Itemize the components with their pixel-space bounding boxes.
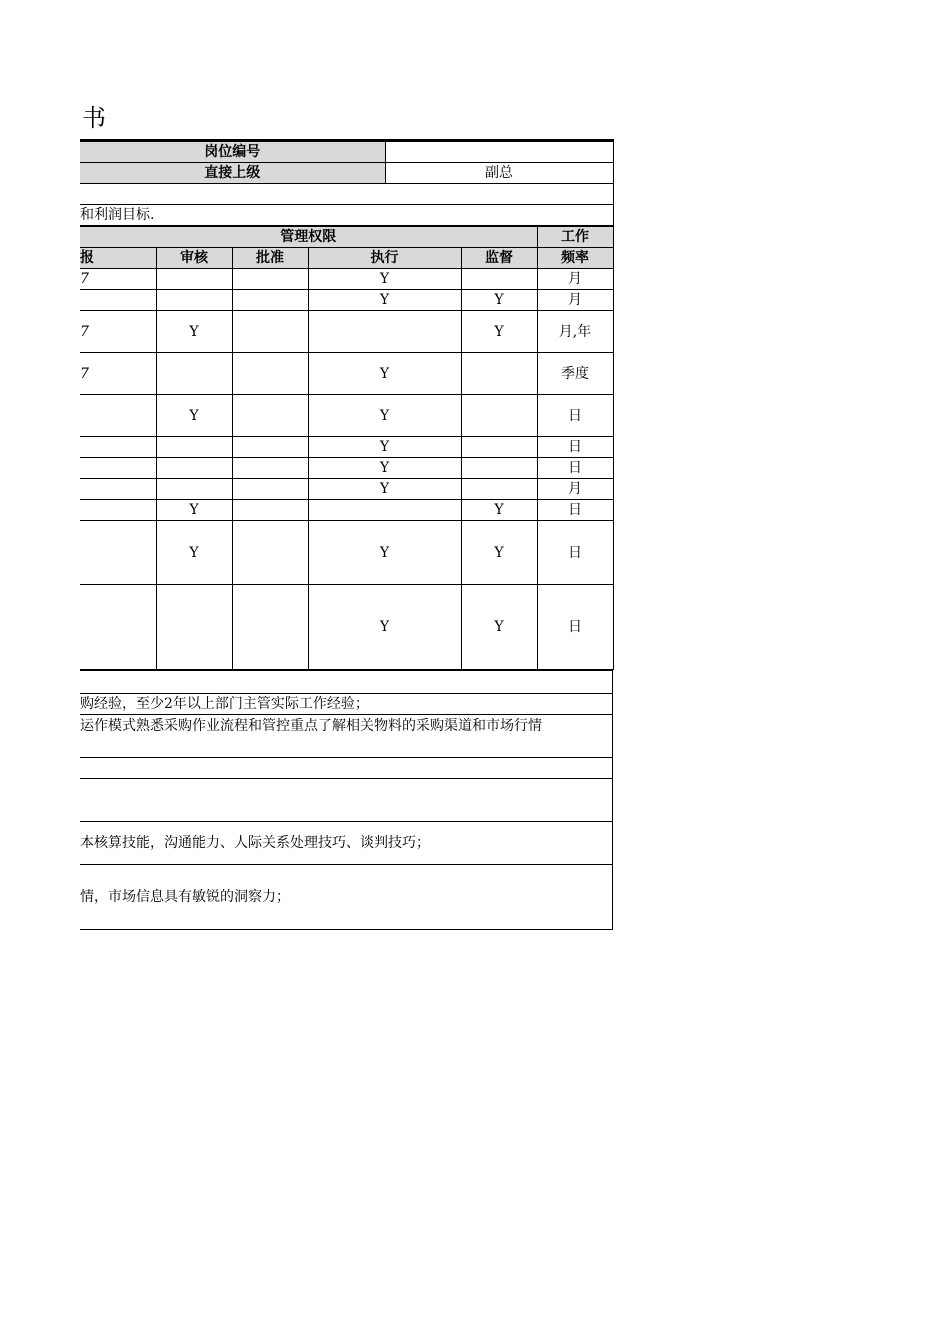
authority-cell-review [156, 585, 232, 670]
authority-cell-execute [308, 311, 461, 353]
authority-cell-review [156, 479, 232, 500]
authority-cell-execute: Y [308, 437, 461, 458]
authority-cell-approve [232, 585, 308, 670]
blank-row-3 [80, 779, 613, 822]
authority-row [80, 290, 613, 311]
authority-cell-approve [232, 311, 308, 353]
authority-cell-report [80, 585, 156, 670]
column-header-approve: 批准 [232, 248, 308, 269]
supervisor-value[interactable]: 副总 [385, 163, 613, 184]
knowledge-text: 运作模式熟悉采购作业流程和管控重点了解相关物料的采购渠道和市场行情 [80, 715, 613, 758]
authority-cell-approve [232, 458, 308, 479]
authority-cell-approve [232, 353, 308, 395]
authority-cell-frequency: 日 [537, 521, 613, 585]
experience-text: 购经验，至少2年以上部门主管实际工作经验； [80, 694, 613, 715]
authority-cell-frequency: 日 [537, 395, 613, 437]
authority-cell-supervise: Y [461, 500, 537, 521]
authority-cell-supervise [461, 353, 537, 395]
authority-cell-frequency: 季度 [537, 353, 613, 395]
authority-cell-supervise [461, 395, 537, 437]
authority-cell-review [156, 437, 232, 458]
authority-cell-frequency: 日 [537, 437, 613, 458]
column-header-frequency: 频率 [537, 248, 613, 269]
authority-cell-execute: Y [308, 290, 461, 311]
authority-row [80, 311, 613, 353]
authority-cell-report [80, 395, 156, 437]
authority-cell-frequency: 月 [537, 269, 613, 290]
authority-cell-report: 7 [80, 269, 156, 290]
skills-text: 本核算技能，沟通能力、人际关系处理技巧、谈判技巧； [80, 822, 613, 865]
authority-cell-frequency: 月 [537, 290, 613, 311]
column-header-execute: 执行 [308, 248, 461, 269]
authority-cell-report [80, 521, 156, 585]
authority-cell-report [80, 500, 156, 521]
authority-cell-approve [232, 479, 308, 500]
authority-row [80, 437, 613, 458]
authority-cell-execute: Y [308, 395, 461, 437]
requirements-table [80, 670, 613, 930]
authority-cell-report [80, 458, 156, 479]
authority-row [80, 585, 613, 670]
authority-cell-review [156, 269, 232, 290]
authority-cell-supervise: Y [461, 521, 537, 585]
column-header-report: 报 [80, 248, 156, 269]
authority-cell-supervise: Y [461, 311, 537, 353]
authority-cell-execute [308, 500, 461, 521]
authority-row [80, 353, 613, 395]
goal-text: 和利润目标. [80, 205, 613, 226]
authority-cell-frequency: 日 [537, 500, 613, 521]
authority-cell-review: Y [156, 500, 232, 521]
authority-cell-supervise [461, 479, 537, 500]
authority-cell-approve [232, 290, 308, 311]
authority-cell-review [156, 458, 232, 479]
blank-row-2 [80, 758, 613, 779]
authority-cell-frequency: 日 [537, 458, 613, 479]
authority-cell-supervise [461, 269, 537, 290]
authority-cell-review: Y [156, 395, 232, 437]
authority-cell-execute: Y [308, 585, 461, 670]
info-table [80, 139, 614, 226]
authority-cell-report [80, 437, 156, 458]
requirements-blank-row [80, 671, 613, 694]
authority-cell-supervise: Y [461, 290, 537, 311]
column-header-review: 审核 [156, 248, 232, 269]
authority-cell-supervise [461, 437, 537, 458]
authority-cell-approve [232, 500, 308, 521]
authority-row [80, 269, 613, 290]
position-code-label: 岗位编号 [80, 141, 385, 163]
document-title: 书 [82, 104, 106, 132]
authority-cell-review [156, 353, 232, 395]
blank-row [80, 184, 613, 205]
ability-text: 情，市场信息具有敏锐的洞察力； [80, 865, 613, 930]
authority-group-header: 管理权限 [80, 227, 537, 248]
work-header: 工作 [537, 227, 613, 248]
authority-cell-frequency: 月,年 [537, 311, 613, 353]
authority-cell-report: 7 [80, 353, 156, 395]
authority-cell-report [80, 479, 156, 500]
authority-row [80, 500, 613, 521]
job-description-sheet [80, 139, 613, 930]
authority-cell-review [156, 290, 232, 311]
authority-cell-execute: Y [308, 353, 461, 395]
authority-row [80, 521, 613, 585]
authority-cell-approve [232, 269, 308, 290]
authority-cell-review: Y [156, 311, 232, 353]
supervisor-label: 直接上级 [80, 163, 385, 184]
authority-row [80, 395, 613, 437]
column-header-supervise: 监督 [461, 248, 537, 269]
authority-cell-frequency: 月 [537, 479, 613, 500]
authority-cell-report [80, 290, 156, 311]
authority-cell-approve [232, 437, 308, 458]
authority-cell-review: Y [156, 521, 232, 585]
authority-row [80, 458, 613, 479]
authority-cell-supervise: Y [461, 585, 537, 670]
authority-cell-approve [232, 395, 308, 437]
authority-cell-report: 7 [80, 311, 156, 353]
authority-cell-execute: Y [308, 479, 461, 500]
authority-row [80, 479, 613, 500]
position-code-value[interactable] [385, 141, 613, 163]
authority-cell-execute: Y [308, 521, 461, 585]
authority-cell-frequency: 日 [537, 585, 613, 670]
authority-table [80, 226, 614, 670]
authority-cell-approve [232, 521, 308, 585]
authority-cell-supervise [461, 458, 537, 479]
authority-cell-execute: Y [308, 458, 461, 479]
authority-cell-execute: Y [308, 269, 461, 290]
